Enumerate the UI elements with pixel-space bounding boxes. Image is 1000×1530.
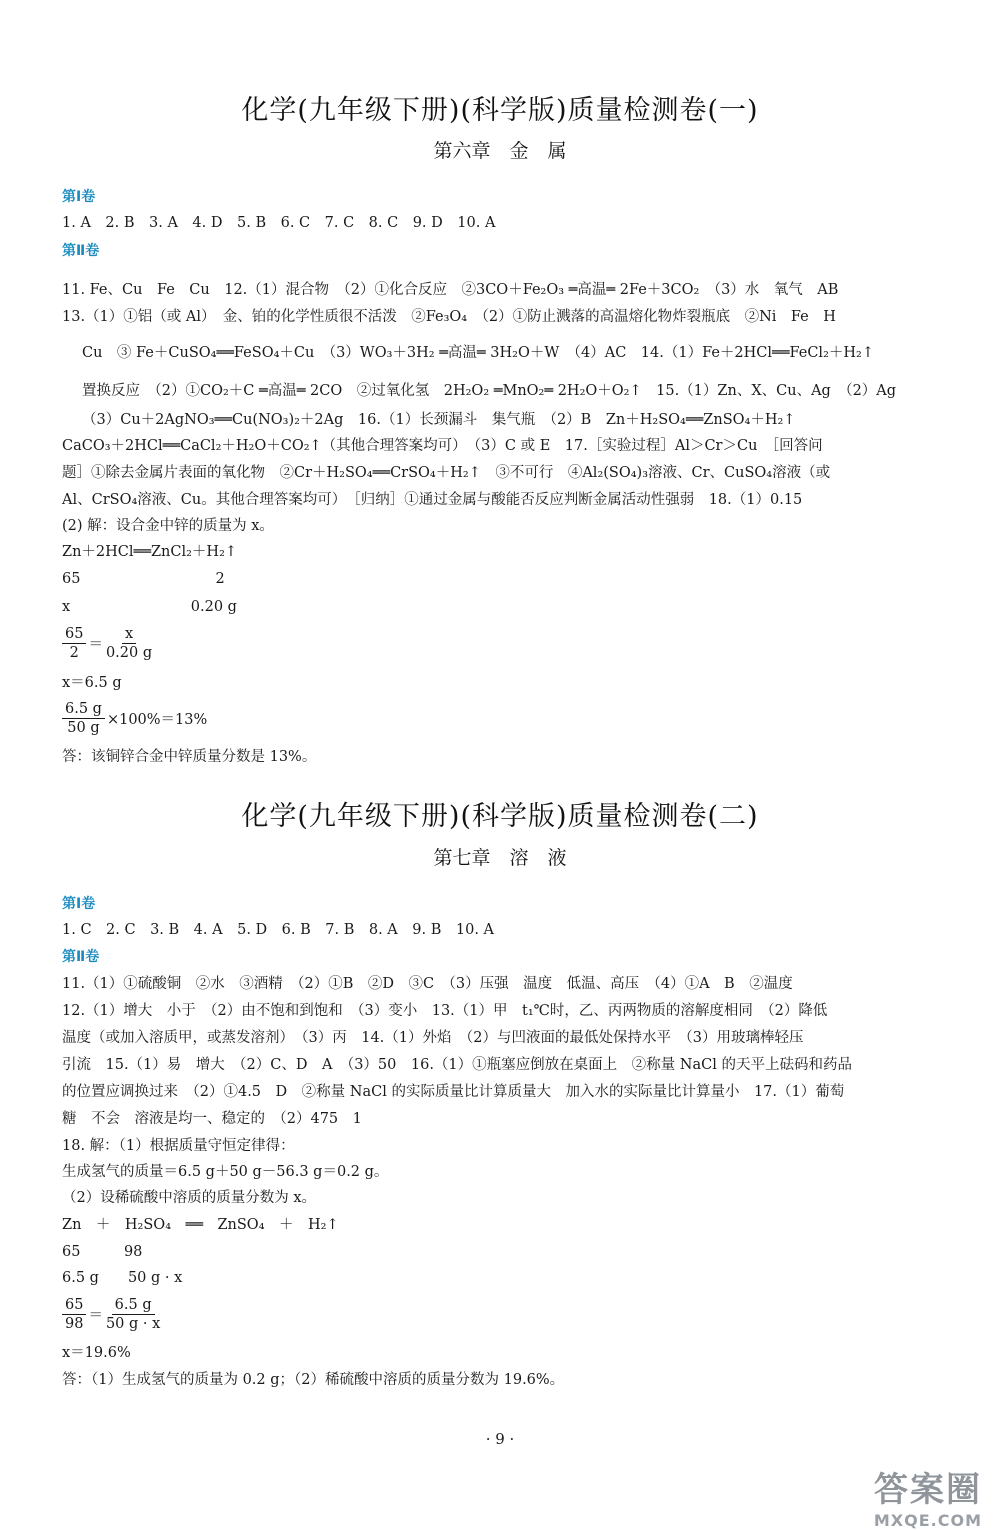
result-line: x＝6.5 g [62, 675, 122, 691]
result-line: x＝19.6% [62, 1345, 131, 1361]
answer-line: 题］①除去金属片表面的氧化物 ②Cr＋H₂SO₄══CrSO₄＋H₂↑ ③不可行 ④Al₂(SO₄)₃溶液、Cr、CuSO₄溶液（或 [62, 465, 831, 481]
solution-line: （2）设稀硫酸中溶质的质量分数为 x。 [62, 1190, 317, 1206]
solution-line: (2) 解：设合金中锌的质量为 x。 [62, 518, 274, 534]
ratio-line: 65 2 [62, 571, 225, 587]
answer-line: 1. C 2. C 3. B 4. A 5. D 6. B 7. B 8. A 9. B 10. A [62, 922, 495, 938]
answer-line: Cu ③ Fe＋CuSO₄══FeSO₄＋Cu （3）WO₃＋3H₂ ═高温═ 3H₂O＋W （4）AC 14.（1）Fe＋2HCl══FeCl₂＋H₂↑ [82, 345, 874, 361]
equation-line: Zn ＋ H₂SO₄ ══ ZnSO₄ ＋ H₂↑ [62, 1217, 339, 1233]
answer-line: 13.（1）①铝（或 Al） 金、铂的化学性质很不活泼 ②Fe₃O₄ （2）①防止溅落的高温熔化物炸裂瓶底 ②Ni Fe H [62, 309, 836, 325]
solution-line: 生成氢气的质量＝6.5 g＋50 g－56.3 g＝0.2 g。 [62, 1164, 389, 1180]
watermark-title: 答案圈 [874, 1470, 982, 1510]
percentage-fraction: $\frac{6.5 g}{50 g}$ ×100%＝13% [62, 700, 207, 737]
answer-line: 引流 15.（1）易 增大 （2）C、D A （3）50 16.（1）①瓶塞应倒放在桌面上 ②称量 NaCl 的天平上砝码和药品 [62, 1057, 852, 1073]
proportion-fraction: 65 98 ＝ 6.5 g 50 g · x [62, 1296, 165, 1333]
section-label-part1: 第Ⅰ卷 [62, 189, 96, 205]
section-label-part1: 第Ⅰ卷 [62, 896, 96, 912]
watermark-logo [874, 1462, 982, 1530]
answer-line: 11.（1）①硫酸铜 ②水 ③酒精 （2）①B ②D ③C （3）压强 温度 低温、高压 （4）①A B ②温度 [62, 976, 793, 992]
answer-line: 12.（1）增大 小于 （2）由不饱和到饱和 （3）变小 13.（1）甲 t₁℃时，乙、丙两物质的溶解度相同 （2）降低 [62, 1003, 828, 1019]
equation-line: Zn＋2HCl══ZnCl₂＋H₂↑ [62, 544, 238, 560]
page-number: · 9 · [485, 1430, 515, 1448]
page-title-1: 化学(九年级下册)(科学版)质量检测卷(一) [241, 95, 759, 126]
page-title-2: 化学(九年级下册)(科学版)质量检测卷(二) [241, 801, 759, 832]
answer-conclusion: 答：（1）生成氢气的质量为 0.2 g；（2）稀硫酸中溶质的质量分数为 19.6%。 [62, 1372, 565, 1388]
answer-line: 的位置应调换过来 （2）①4.5 D ②称量 NaCl 的实际质量比计算质量大 加入水的实际量比计算量小 17.（1）葡萄 [62, 1084, 845, 1100]
ratio-line: x 0.20 g [62, 599, 237, 615]
section-label-part2: 第Ⅱ卷 [62, 949, 100, 965]
answer-line: 糖 不会 溶液是均一、稳定的 （2）475 1 [62, 1111, 362, 1127]
answer-line: 11. Fe、Cu Fe Cu 12.（1）混合物 （2）①化合反应 ②3CO＋Fe₂O₃ ═高温═ 2Fe＋3CO₂ （3）水 氧气 AB [62, 282, 839, 298]
answer-line: （3）Cu＋2AgNO₃══Cu(NO₃)₂＋2Ag 16.（1）长颈漏斗 集气瓶 （2）B Zn＋H₂SO₄══ZnSO₄＋H₂↑ [82, 412, 796, 428]
answer-line: 温度（或加入溶质甲，或蒸发溶剂） （3）丙 14.（1）外焰 （2）与凹液面的最低处保持水平 （3）用玻璃棒轻压 [62, 1030, 804, 1046]
proportion-fraction: 65 2 ＝ x 0.20 g [62, 625, 157, 662]
chapter-heading-2: 第七章 溶 液 [433, 847, 567, 869]
answer-line: Al、CrSO₄溶液、Cu。其他合理答案均可） ［归纳］①通过金属与酸能否反应判断金属活动性强弱 18.（1）0.15 [62, 492, 803, 508]
chapter-heading-1: 第六章 金 属 [433, 140, 567, 162]
answer-conclusion: 答：该铜锌合金中锌质量分数是 13%。 [62, 749, 317, 765]
ratio-line: 65 98 [62, 1244, 143, 1260]
watermark-url: MXQE.COM [873, 1511, 982, 1530]
answer-line: 置换反应 （2）①CO₂＋C ═高温═ 2CO ②过氧化氢 2H₂O₂ ═MnO₂═ 2H₂O＋O₂↑ 15.（1）Zn、X、Cu、Ag （2）Ag [82, 383, 897, 399]
answer-line: CaCO₃＋2HCl══CaCl₂＋H₂O＋CO₂↑（其他合理答案均可） （3）C 或 E 17.［实验过程］Al＞Cr＞Cu ［回答问 [62, 438, 823, 454]
ratio-line: 6.5 g 50 g · x [62, 1270, 183, 1286]
section-label-part2: 第Ⅱ卷 [62, 243, 100, 259]
solution-line: 18. 解：（1）根据质量守恒定律得： [62, 1138, 295, 1154]
answer-line: 1. A 2. B 3. A 4. D 5. B 6. C 7. C 8. C 9. D 10. A [62, 215, 496, 231]
